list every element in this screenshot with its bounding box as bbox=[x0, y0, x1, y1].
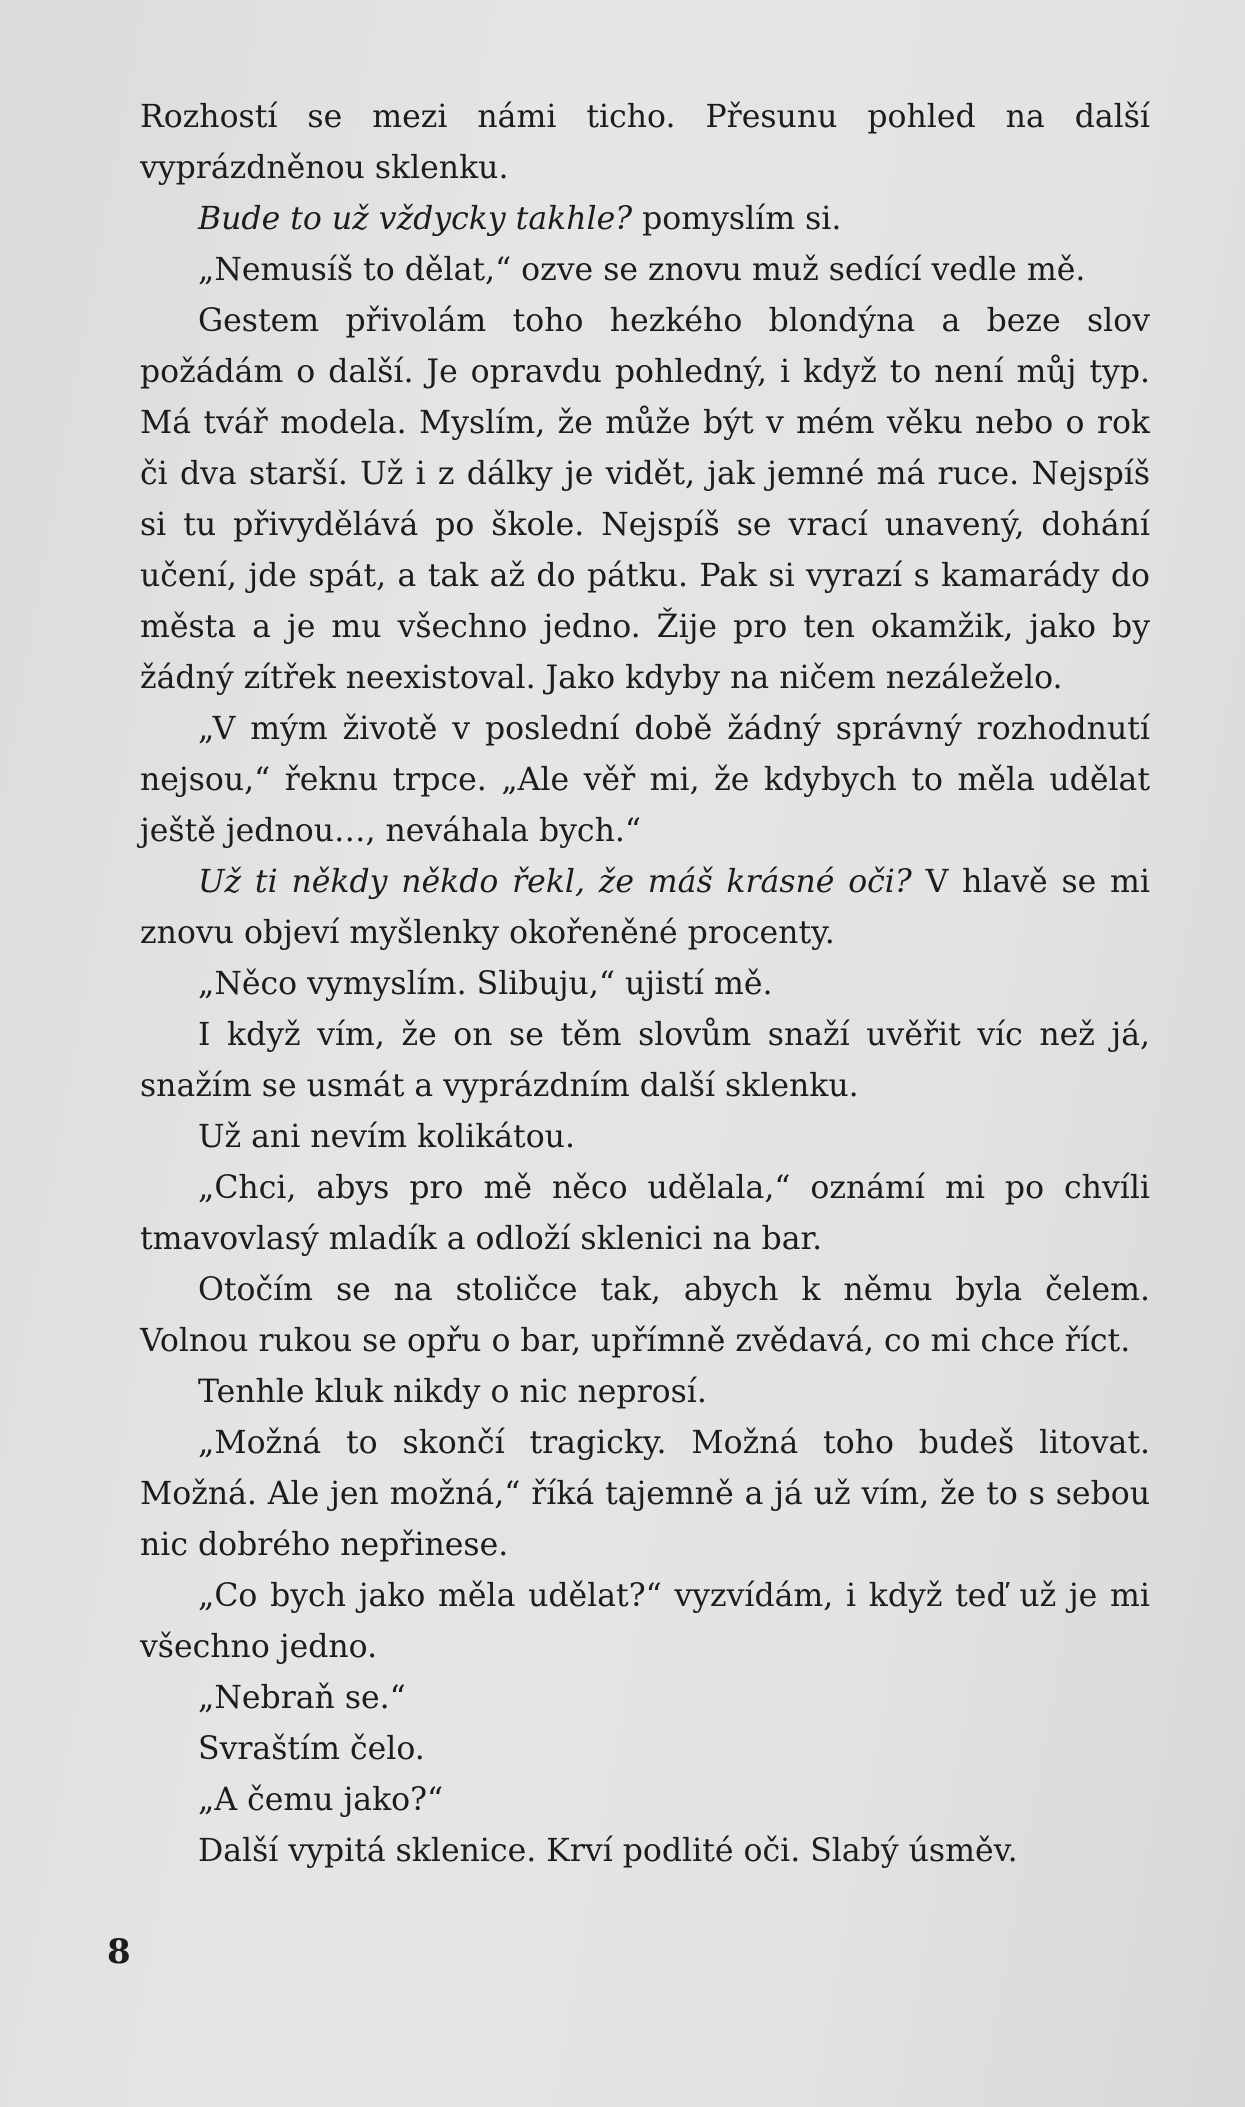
paragraph: Rozhostí se mezi námi ticho. Přesunu pohled na další vyprázdněnou sklenku. bbox=[140, 99, 1150, 186]
italic-thought: Už ti někdy někdo řekl, že máš krásné oči? bbox=[198, 864, 912, 900]
paragraph: „V mým životě v poslední době žádný správný rozhodnutí nejsou,“ řeknu trpce. „Ale věř mi, že kdybych to měla udělat ještě jednou…, neváhala bych.“ bbox=[140, 711, 1150, 849]
paragraph: „Chci, abys pro mě něco udělala,“ oznámí mi po chvíli tmavovlasý mladík a odloží sklenici na bar. bbox=[140, 1170, 1150, 1257]
paragraph: Svraštím čelo. bbox=[198, 1731, 425, 1767]
paragraph: „Co bych jako měla udělat?“ vyzvídám, i když teď už je mi všechno jedno. bbox=[140, 1578, 1150, 1665]
page-number: 8 bbox=[107, 1932, 131, 1972]
body-text bbox=[140, 92, 1150, 1877]
paragraph: I když vím, že on se těm slovům snaží uvěřit víc než já, snažím se usmát a vyprázdním další sklenku. bbox=[140, 1017, 1150, 1104]
paragraph: Další vypitá sklenice. Krví podlité oči. Slabý úsměv. bbox=[198, 1833, 1018, 1869]
paragraph: Už ani nevím kolikátou. bbox=[198, 1119, 575, 1155]
paragraph: Otočím se na stoličce tak, abych k němu byla čelem. Volnou rukou se opřu o bar, upřímně zvědavá, co mi chce říct. bbox=[140, 1272, 1150, 1359]
paragraph: Bude to už vždycky takhle? pomyslím si. bbox=[198, 201, 842, 237]
italic-thought: Bude to už vždycky takhle? bbox=[198, 201, 633, 237]
paragraph: „Nebraň se.“ bbox=[198, 1680, 406, 1716]
paragraph: Tenhle kluk nikdy o nic neprosí. bbox=[198, 1374, 707, 1410]
paragraph: Gestem přivolám toho hezkého blondýna a beze slov požádám o další. Je opravdu pohledný, i když to není můj typ. Má tvář modela. Myslím, že může být v mém věku nebo o rok či dva starší. Už i z dálky je vidět, jak jemné má ruce. Nejspíš si tu přivydělává po škole. Nejspíš se vrací unavený, dohání učení, jde spát, a tak až do pátku. Pak si vyrazí s kamarády do města a je mu všechno jedno. Žije pro ten okamžik, jako by žádný zítřek neexistoval. Jako kdyby na ničem nezáleželo. bbox=[140, 303, 1150, 696]
paragraph: „Nemusíš to dělat,“ ozve se znovu muž sedící vedle mě. bbox=[198, 252, 1086, 288]
paragraph: „Něco vymyslím. Slibuju,“ ujistí mě. bbox=[198, 966, 773, 1002]
paragraph: Už ti někdy někdo řekl, že máš krásné oči? V hlavě se mi znovu objeví myšlenky okořeněné procenty. bbox=[140, 864, 1150, 951]
paragraph: „Možná to skončí tragicky. Možná toho budeš litovat. Možná. Ale jen možná,“ říká tajemně a já už vím, že to s sebou nic dobrého nepřinese. bbox=[140, 1425, 1150, 1563]
paragraph: „A čemu jako?“ bbox=[198, 1782, 444, 1818]
